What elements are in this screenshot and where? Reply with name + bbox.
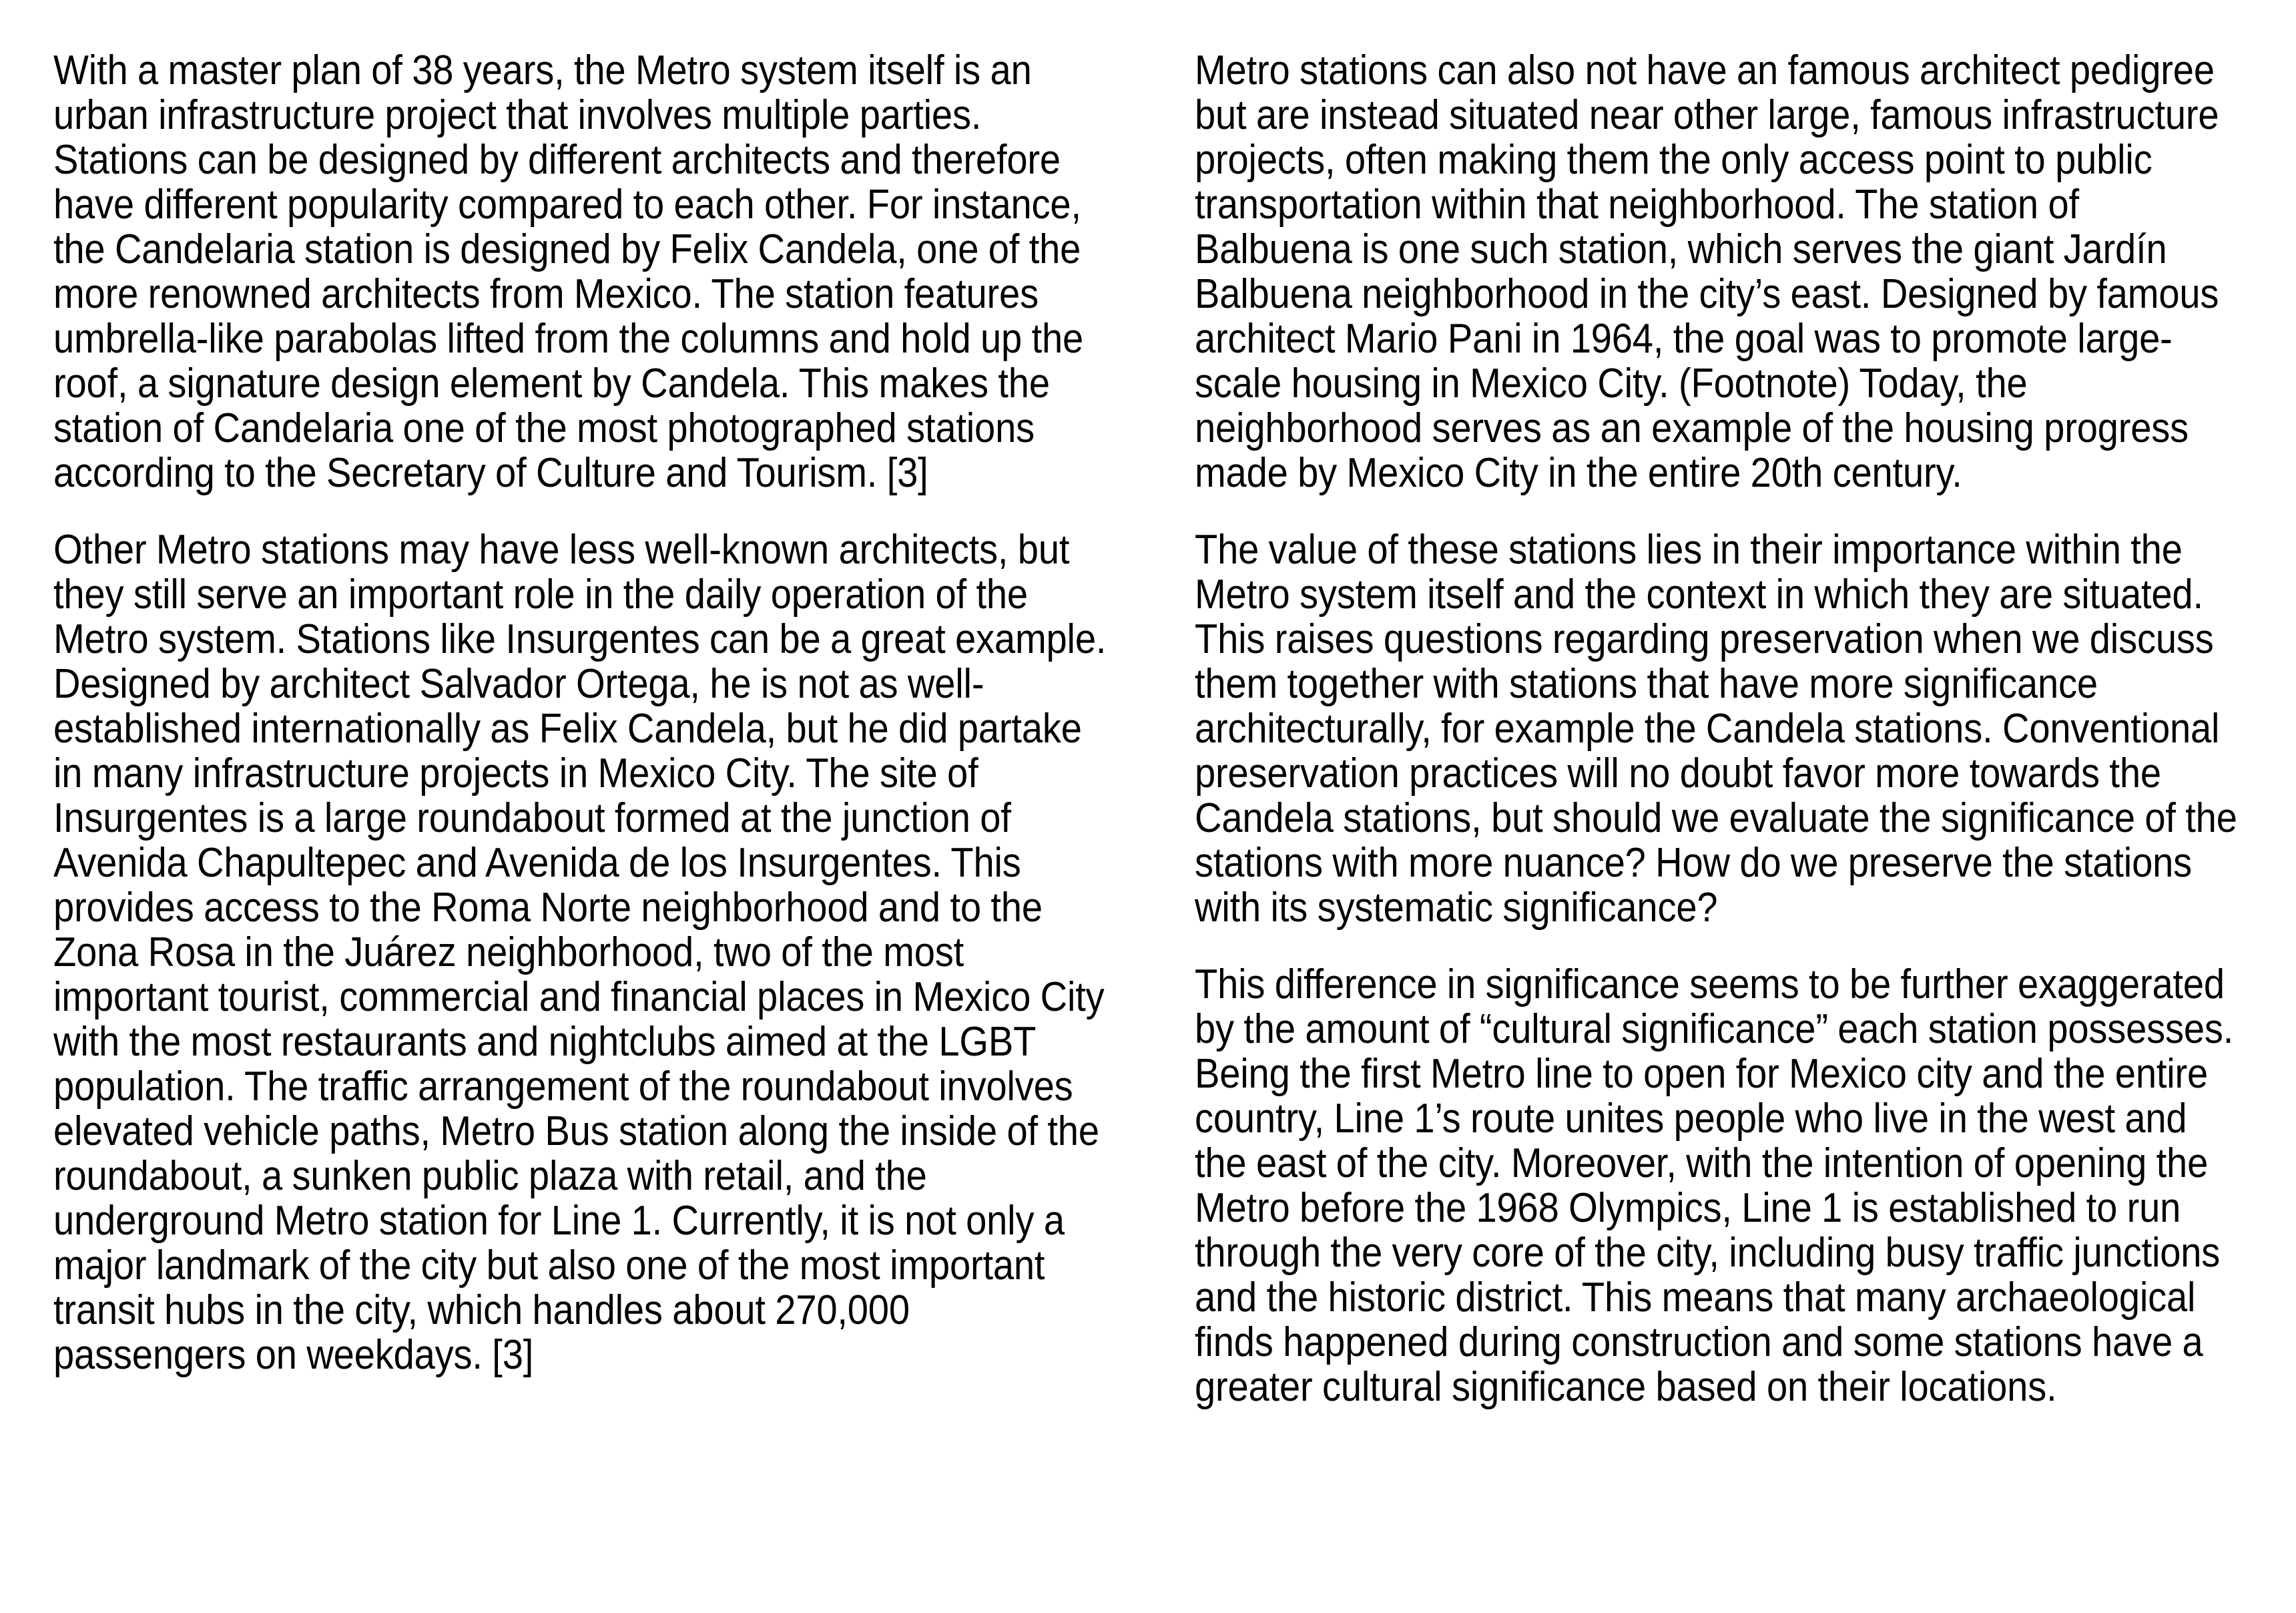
paragraph: With a master plan of 38 years, the Metro system itself is an urban infrastructure project that involves multiple parties. Stations can be designed by different architects and therefore have different popularity compared to each other. For instance, the Candelaria station is designed by Felix Candela, one of the more renowned architects from Mexico. The station features umbrella-like parabolas lifted from the columns and hold up the roof, a signature design element by Candela. This makes the station of Candelaria one of the most photographed stations according to the Secretary of Culture and Tourism. [3] (53, 47, 1084, 496)
paragraph: This difference in significance seems to be further exaggerated by the amount of “cultural significance” each station possesses. Being the first Metro line to open for Mexico city and the entire country, Line 1’s route unites people who live in the west and the east of the city. Moreover, with the intention of opening the Metro before the 1968 Olympics, Line 1 is established to run through the very core of the city, including busy traffic junctions and the historic district. This means that many archaeological finds happened during construction and some stations have a greater cultural significance based on their locations. (1195, 961, 2234, 1410)
paragraph: Other Metro stations may have less well-known architects, but they still serve an important role in the daily operation of the Metro system. Stations like Insurgentes can be a great example. Designed by architect Salvador Ortega, he is not as well-established internationally as Felix Candela, but he did partake in many infrastructure projects in Mexico City. The site of Insurgentes is a large roundabout formed at the junction of Avenida Chapultepec and Avenida de los Insurgentes. This provides access to the Roma Norte neighborhood and to the Zona Rosa in the Juárez neighborhood, two of the most important tourist, commercial and financial places in Mexico City with the most restaurants and nightclubs aimed at the LGBT population. The traffic arrangement of the roundabout involves elevated vehicle paths, Metro Bus station along the inside of the roundabout, a sunken public plaza with retail, and the underground Metro station for Line 1. Currently, it is not only a major landmark of the city but also one of the most important transit hubs in the city, which handles about 270,000 passengers on weekdays. [3] (53, 527, 1107, 1378)
right-text-column (1195, 48, 2243, 1409)
paragraph: The value of these stations lies in their importance within the Metro system itself and the context in which they are situated. This raises questions regarding preservation when we discuss them together with stations that have more significance architecturally, for example the Candela stations. Conventional preservation practices will no doubt favor more towards the Candela stations, but should we evaluate the significance of the stations with more nuance? How do we preserve the stations with its systematic significance? (1195, 527, 2237, 931)
paragraph: Metro stations can also not have an famous architect pedigree but are instead situated near other large, famous infrastructure projects, often making them the only access point to public transportation within that neighborhood. The station of Balbuena is one such station, which serves the giant Jardín Balbuena neighborhood in the city’s east. Designed by famous architect Mario Pani in 1964, the goal was to promote large-scale housing in Mexico City. (Footnote) Today, the neighborhood serves as an example of the housing progress made by Mexico City in the entire 20th century. (1195, 47, 2219, 496)
left-text-column (53, 48, 1108, 1377)
